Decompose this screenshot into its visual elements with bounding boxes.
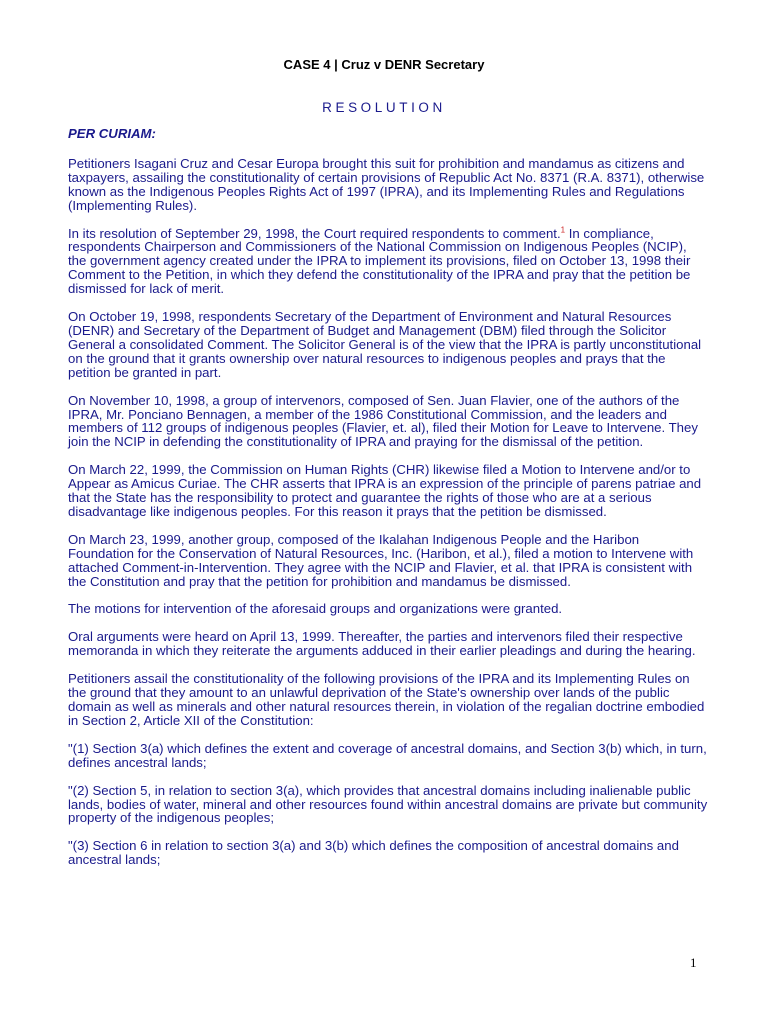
paragraph-10: "(1) Section 3(a) which defines the extent and coverage of ancestral domains, and Section 3(b) which, in turn, defines ancestral lands; xyxy=(68,740,707,770)
paragraph-9: Petitioners assail the constitutionality of the following provisions of the IPRA and its Implementing Rules on the ground that they amount to an unlawful deprivation of the State's ownership over lands of the public domain as well as minerals and other natural resources therein, in violation of the regalian doctrine embodied in Section 2, Article XII of the Constitution: xyxy=(68,671,705,728)
paragraph-8: Oral arguments were heard on April 13, 1999. Thereafter, the parties and intervenors filed their respective memoranda in which they reiterate the arguments adduced in their earlier pleadings and during the hearing. xyxy=(68,629,696,659)
per-curiam-heading: PER CURIAM: xyxy=(68,126,156,141)
paragraph-1: Petitioners Isagani Cruz and Cesar Europa brought this suit for prohibition and mandamus as citizens and taxpayers, assailing the constitutionality of certain provisions of Republic Act No. 8371 (R.A. 8371), otherwise known as the Indigenous Peoples Rights Act of 1997 (IPRA), and its Implementing Rules and Regulations (Implementing Rules). xyxy=(68,155,705,213)
paragraph-2 xyxy=(68,227,708,297)
footnote-marker[interactable]: 1 xyxy=(560,225,566,235)
resolution-heading: RESOLUTION xyxy=(322,100,446,115)
paragraph-3: On October 19, 1998, respondents Secretary of the Department of Environment and Natural Resources (DENR) and Secretary of the Department of Budget and Management (DBM) filed through the Solicitor General a consolidated Comment. The Solicitor General is of the view that the IPRA is partly unconstitutional on the ground that it grants ownership over natural resources to indigenous peoples and prays that the petition be granted in part. xyxy=(68,309,702,380)
page-number: 1 xyxy=(690,955,697,970)
case-title: CASE 4 | Cruz v DENR Secretary xyxy=(283,57,485,72)
paragraph-2-text-b: In compliance, respondents Chairperson and Commissioners of the National Commission on Indigenous Peoples (NCIP), the government agency created under the IPRA to implement its provisions, filed on October 13, 1998 their Comment to the Petition, in which they defend the constitutionality of the IPRA and pray that the petition be dismissed for lack of merit. xyxy=(68,225,691,297)
paragraph-5: On March 22, 1999, the Commission on Human Rights (CHR) likewise filed a Motion to Intervene and/or to Appear as Amicus Curiae. The CHR asserts that IPRA is an expression of the principle of parens patriae and that the State has the responsibility to protect and guarantee the rights of those who are at a serious disadvantage like indigenous peoples. For this reason it prays that the petition be dismissed. xyxy=(68,462,702,519)
paragraph-6: On March 23, 1999, another group, composed of the Ikalahan Indigenous People and the Haribon Foundation for the Conservation of Natural Resources, Inc. (Haribon, et al.), filed a motion to Intervene with attached Comment-in-Intervention. They agree with the NCIP and Flavier, et al. that IPRA is consistent with the Constitution and pray that the petition for prohibition and mandamus be dismissed. xyxy=(68,531,694,589)
paragraph-12: "(3) Section 6 in relation to section 3(a) and 3(b) which defines the composition of ancestral domains and ancestral lands; xyxy=(68,838,679,868)
paragraph-4: On November 10, 1998, a group of intervenors, composed of Sen. Juan Flavier, one of the authors of the IPRA, Mr. Ponciano Bennagen, a member of the 1986 Constitutional Commission, and the leaders and members of 112 groups of indigenous peoples (Flavier, et. al), filed their Motion for Leave to Intervene. They join the NCIP in defending the constitutionality of IPRA and praying for the dismissal of the petition. xyxy=(68,392,698,450)
document-body xyxy=(68,127,708,881)
paragraph-2-text-a: In its resolution of September 29, 1998, the Court required respondents to comment. xyxy=(68,225,561,241)
paragraph-11: "(2) Section 5, in relation to section 3(a), which provides that ancestral domains including inalienable public lands, bodies of water, mineral and other resources found within ancestral domains are private but community property of the indigenous peoples; xyxy=(68,782,708,826)
paragraph-7: The motions for intervention of the aforesaid groups and organizations were granted. xyxy=(68,601,563,617)
